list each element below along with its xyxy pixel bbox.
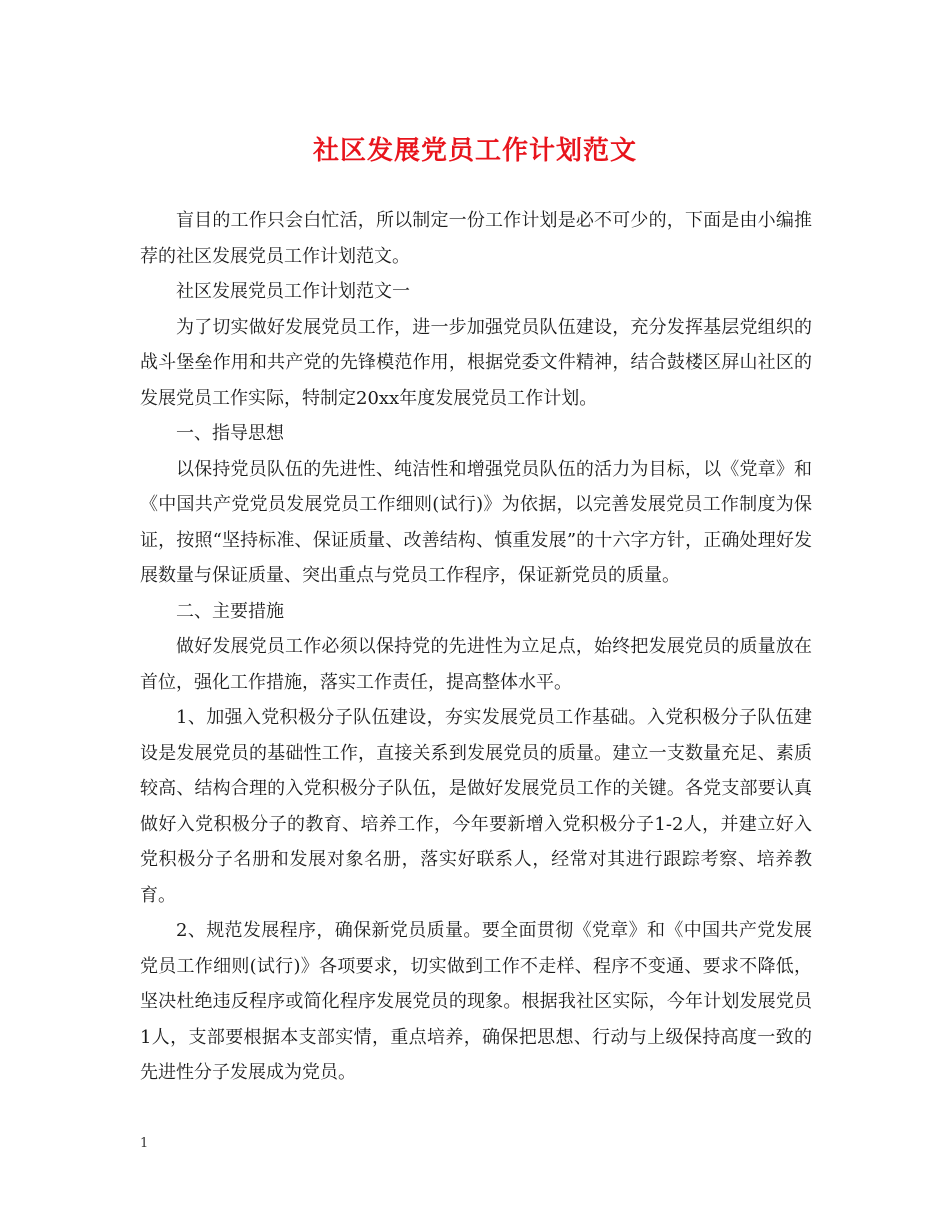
document-body	[140, 203, 812, 1091]
paragraph-main-measures: 做好发展党员工作必须以保持党的先进性为立足点，始终把发展党员的质量放在首位，强化工作措施，落实工作责任，提高整体水平。	[140, 636, 812, 693]
heading-main-measures: 二、主要措施	[176, 600, 284, 622]
page-number: 1	[140, 1136, 149, 1151]
document-title: 社区发展党员工作计划范文	[312, 136, 637, 166]
paragraph-measure-1: 1、加强入党积极分子队伍建设，夯实发展党员工作基础。入党积极分子队伍建设是发展党员的基础性工作，直接关系到发展党员的质量。建立一支数量充足、素质较高、结构合理的入党积极分子队伍，是做好发展党员工作的关键。各党支部要认真做好入党积极分子的教育、培养工作，今年要新增入党积极分子1-2人，并建立好入党积极分子名册和发展对象名册，落实好联系人，经常对其进行跟踪考察、培养教育。	[140, 707, 812, 906]
heading-guiding-ideology: 一、指导思想	[176, 423, 284, 444]
section-heading-sample-one: 社区发展党员工作计划范文一	[176, 281, 410, 302]
paragraph-intro: 盲目的工作只会白忙活，所以制定一份工作计划是必不可少的，下面是由小编推荐的社区发展党员工作计划范文。	[140, 210, 812, 267]
paragraph-purpose: 为了切实做好发展党员工作，进一步加强党员队伍建设，充分发挥基层党组织的战斗堡垒作用和共产党的先锋模范作用，根据党委文件精神，结合鼓楼区屏山社区的发展党员工作实际，特制定20xx年度发展党员工作计划。	[140, 316, 812, 409]
paragraph-guiding-ideology: 以保持党员队伍的先进性、纯洁性和增强党员队伍的活力为目标，以《党章》和《中国共产党党员发展党员工作细则(试行)》为依据，以完善发展党员工作制度为保证，按照“坚持标准、保证质量、改善结构、慎重发展”的十六字方针，正确处理好发展数量与保证质量、突出重点与党员工作程序，保证新党员的质量。	[140, 458, 812, 586]
paragraph-measure-2: 2、规范发展程序，确保新党员质量。要全面贯彻《党章》和《中国共产党发展党员工作细则(试行)》各项要求，切实做到工作不走样、程序不变通、要求不降低，坚决杜绝违反程序或简化程序发展党员的现象。根据我社区实际，今年计划发展党员1人，支部要根据本支部实情，重点培养，确保把思想、行动与上级保持高度一致的先进性分子发展成为党员。	[140, 920, 812, 1083]
